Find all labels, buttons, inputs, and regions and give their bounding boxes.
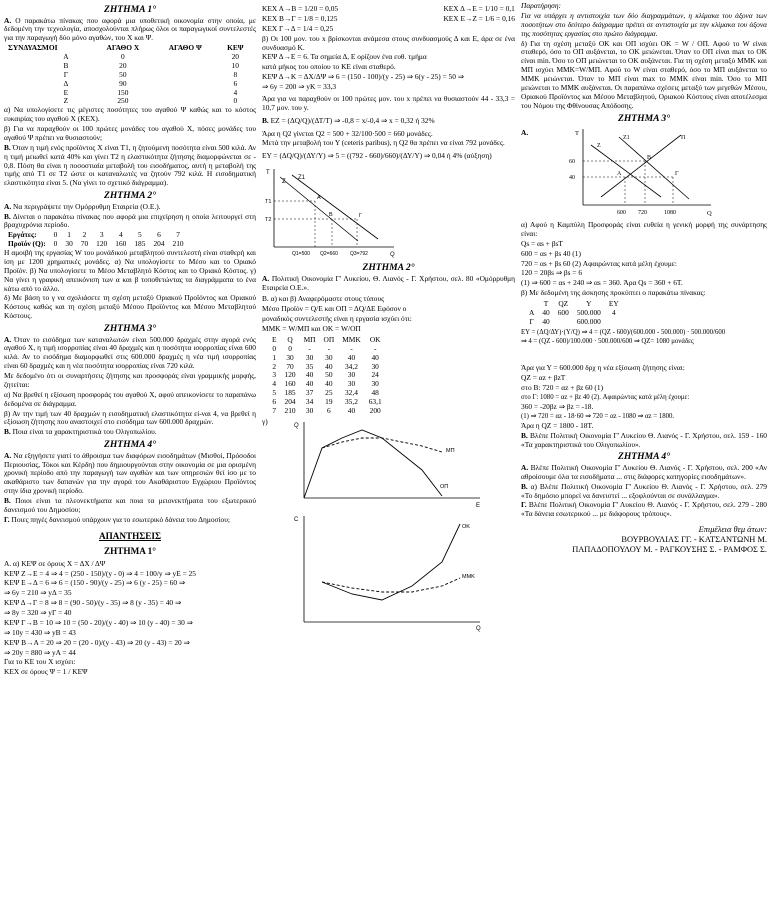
label-z: Ζ xyxy=(597,143,601,149)
table-row: Β 20 10 xyxy=(63,60,239,70)
z2-A: Α. Να περιγράψετε την Ομόρρυθμη Εταιρεία (Ο.Ε.). xyxy=(4,201,161,211)
z3-answer-B: Β. Βλέπε Πολιτική Οικονομία Γ' Λυκείου Θ. Λιανός - Γ. Χρήστου, σελ. 159 - 160 «Τα χαρακτηριστικά του Ολιγοπωλίου». xyxy=(521,430,767,449)
answers-z1-title: ΖΗΤΗΜΑ 1° xyxy=(104,545,156,556)
table-row: 6 204 34 19 35,2 63,1 xyxy=(272,397,382,406)
answer-line: ΚΕΨ Δ→Γ = 8 ⇒ 8 = (90 - 50)/(y - 35) ⇒ 8 (y - 35) = 40 ⇒ xyxy=(4,598,182,608)
b-text4: Άρα για να παραχθούν οι 100 πρώτες μον. του x πρέπει να θυσιαστούν 44 - 33,3 = 10,7 μον. του y. xyxy=(262,93,515,112)
demand-curve-z xyxy=(280,177,358,241)
table-row: 3 120 40 50 30 24 xyxy=(272,370,379,380)
label-1080: 1080 xyxy=(664,210,676,216)
a-line: 720 = αs + βs 60 (2) Αφαιρώντας κατά μέλη έχουμε: xyxy=(521,258,677,268)
z1-A-text: Α. Ο παρακάτω πίνακας που αφορά μια υποθετική οικονομία στην οποία, με δεδομένη την τεχνολογία, αποσχολούνται πλήρως όλοι οι παραγωγικοί συντελεστές για την παραγωγή δύο μόνο αγαθών, του Χ και Ψ. xyxy=(4,15,256,43)
z2-text1: Η αμοιβή της εργασίας W του μονάδικού μεταβλητού συντελεστή είναι σταθερή και ίση με 1200 χρηματικές μονάδες. α) Να υπολογίσετε το Μέσο και το Οριακό Προϊόν. β) Να υπολογίσετε το Μέσο Μεταβλητό Κόστος και το Οριακό Κόστος. γ) Να γίνει η γραφική απεικόνιση των α και β τοποθετώντας τα διαγράμματα το ένα κάτω από το άλλο. xyxy=(4,248,256,293)
z4-C: Γ. Ποιες πηγές δανεισμού υπάρχουν για το εσωτερικό δάνεια του Δημοσίου; xyxy=(4,514,230,524)
z2-title: ΖΗΤΗΜΑ 2° xyxy=(103,190,157,202)
table-row: 0 0 - - - - xyxy=(272,343,377,353)
label-z1: Ζ1 xyxy=(623,135,630,141)
label-720: 720 xyxy=(638,210,647,216)
b-text2: ΚΕΨ Δ→Ε = 6. Τα σημεία Δ, Ε ορίζουν ένα ευθ. τμήμα xyxy=(262,52,427,62)
point-b: Β xyxy=(647,155,652,161)
z4-answer-C: Γ. Βλέπε Πολιτική Οικονομία Γ' Λυκείου Θ. Λιανός - Γ. Χρήστου, σελ. 279 - 280 «Τα δάνεια εσωτερικού ... με διάφορους τρόπους». xyxy=(521,500,767,519)
answer-line: ⇒ 10y = 430 ⇒ yB = 43 xyxy=(4,627,76,637)
a-line: 600 = αs + βs 40 (1) xyxy=(521,248,581,258)
z2-B: Β. Δίνεται ο παρακάτω πίνακας που αφορά μια επιχείρηση η οποία λειτουργεί στη βραχυχρόνια περίοδο. xyxy=(4,211,256,230)
axis-label-q: Q xyxy=(294,422,299,429)
income-table: Τ QZ Υ ΕΥ Α 40 600 500.000 4 Γ 40 600.000 xyxy=(525,300,623,327)
b-text: β) Με δεδομένη της άσκησης προκύπτει ο παρακάτω πίνακας: xyxy=(521,288,706,298)
label-mmk: ΜΜΚ xyxy=(462,573,475,580)
table-row: 1 30 30 30 40 40 xyxy=(272,352,379,362)
B-eq2: ΕΥ = (ΔQ/Q)/(ΔΥ/Υ) ⇒ 5 = ((792 - 660)/660)/(ΔΥ/Υ) ⇒ 0,04 ή 4% (αύξηση) xyxy=(262,151,492,161)
answer-line: Α. α) ΚΕΨ σε όρους Χ = ΔΧ / ΔΨ xyxy=(4,558,106,568)
ey-line: ⇒ 4 = (QZ - 600)/100.000 · 500.000/600 ⇒ QZ= 1080 μονάδες xyxy=(521,337,694,345)
curve-label-z1: Ζ1 xyxy=(298,175,306,182)
c-line: στο Γ: 1080 = αz + βz 40 (2). Αφαιρώντας κατά μέλη έχουμε: xyxy=(521,393,690,401)
label-op: ΟΠ xyxy=(440,483,449,490)
demand-z1 xyxy=(619,137,689,199)
table-row: Α 0 20 xyxy=(63,52,239,61)
z2-answer-B: Β. α) και β) Αναφερόμαστε στους τύπους xyxy=(262,294,385,304)
a-text: α) Αφού η Καμπύλη Προσφοράς είναι ευθεία η γενική μορφή της συνάρτησης είναι: xyxy=(521,220,767,238)
table-row: Γ 50 8 xyxy=(63,69,238,79)
b-text: β) Οι 100 μον. του x βρίσκονται ανάμεσα στους συνδυασμούς Δ και Ε, άρα σε ένα συνδυασμό Κ. xyxy=(262,33,515,52)
a-line: (1) ⇒ 600 = αs + 240 ⇒ αs = 360. Άρα Qs = 360 + 6Τ. xyxy=(521,278,683,288)
c-line: στο Β: 720 = αz + βz 60 (1) xyxy=(521,382,604,392)
table-row: Δ 90 6 xyxy=(63,78,238,88)
z2-formula2: ΜΜΚ = W/ΜΠ και ΟΚ = W/ΟΠ xyxy=(262,324,361,333)
workers-table: Εργάτες: 0 1 2 3 4 5 6 7 Προϊόν (Q): 0 30 70 120 160 185 204 210 xyxy=(8,230,184,249)
B-text2: Μετά την μεταβολή του Υ (ceteris paribus), η Q2 θα πρέπει να είναι 792 μονάδες. xyxy=(262,138,505,148)
answers-title: ΑΠΑΝΤΗΣΕΙΣ xyxy=(98,530,162,541)
axis-label-q: Q xyxy=(707,210,712,217)
demand-z xyxy=(591,145,661,197)
axis-label-q2: Q xyxy=(476,625,481,632)
supply-demand-figure xyxy=(561,125,721,221)
table-row: 4 160 40 40 30 30 xyxy=(272,379,379,389)
z2-answer-title: ΖΗΤΗΜΑ 2° xyxy=(362,262,415,274)
c-line: 360 = -20βz ⇒ βz = -18. xyxy=(521,401,594,411)
answer-line: ΚΕΨ Β→Α = 20 ⇒ 20 = (20 - 0)/(y - 43) ⇒ 20 (y - 43) = 20 ⇒ xyxy=(4,637,190,647)
op-curve xyxy=(304,430,442,498)
B-eq1: Β. ΕΖ = (ΔQ/Q)/(ΔΤ/Τ) ⇒ -0,8 = x/-0,4 ⇒ x = 0,32 ή 32% xyxy=(262,115,435,125)
c-line: QZ = αz + βzT xyxy=(521,372,566,382)
z3-a: α) Να βρεθεί η εξίσωση προσφοράς του αγαθού Χ, αφού απεικονίσετε το παραπάνω δεδομένα σε διάγραμμα. xyxy=(4,389,256,408)
column-1 xyxy=(4,2,256,912)
z2-text2: δ) Με βάση το γ να σχολιάσετε τη σχέση μεταξύ Οριακού Προϊόντος και Οριακού Κόστους καθώς και τη σχέση μεταξύ Μέσου Προϊόντος και Μέσου Μεταβλητού Κόστους. xyxy=(4,293,256,321)
ke-line: ΚΕΧ Α→Β = 1/20 = 0,05 xyxy=(262,4,339,13)
note-text: Για να υπάρχει η αντιστοιχία των δύο διαγραμμάτων, η κλίμακα του άξονα των ποσοτήτων στο δεύτερο διάγραμμα πρέπει σε αντιστοιχία με την κλίμακα του άξονα της ποσότητας εργασίας στο πρώτο διάγραμμα. xyxy=(521,10,767,38)
answer-line: ΚΕΨ Ε→Δ = 6 ⇒ 6 = (150 - 90)/(y - 25) ⇒ 6 (y - 25) = 60 ⇒ xyxy=(4,578,186,588)
gamma-label: γ) xyxy=(262,416,268,426)
axis-label-t: Τ xyxy=(575,130,579,137)
z4-B: Β. Ποιοι είναι τα πλεονεκτήματα και ποια τα μειονεκτήματα του εξωτερικού δανεισμού του Δημοσίου; xyxy=(4,496,256,514)
column-3 xyxy=(521,2,767,912)
point-g: Γ xyxy=(359,213,363,220)
mp-curve xyxy=(322,438,442,452)
answer-line: ΚΕΨ Γ→Β = 10 ⇒ 10 = (50 - 20)/(y - 40) ⇒ 10 (y - 40) = 30 ⇒ xyxy=(4,617,193,627)
label-mp: ΜΠ xyxy=(446,447,455,454)
figures-gamma xyxy=(262,418,515,632)
answer-line: ⇒ 8y = 320 ⇒ yΓ = 40 xyxy=(4,608,72,618)
note-title: Παρατήρηση: xyxy=(521,2,561,10)
z4-answer-title: ΖΗΤΗΜΑ 4° xyxy=(617,451,671,463)
z2-answer-A: Α. Πολιτική Οικονομία Γ' Λυκείου, Θ. Λιανός - Γ. Χρήστου, σελ. 80 «Ομόρρυθμη Εταιρεία Ο.Ε.». xyxy=(262,273,515,292)
z2-answer-text: μοναδικός συντελεστής είναι η εργασία ισχύει ότι: xyxy=(262,314,412,324)
A-label: Α. xyxy=(521,128,529,137)
ke-line: ΚΕΧ Δ→Ε = 1/10 = 0,1 xyxy=(443,4,515,13)
credit-line-1: ΒΟΥΡΒΟΥΛΙΑΣ ΓΓ. - ΚΑΤΣΑΝΤΩΝΗ Μ. xyxy=(621,535,767,545)
z3-A2: Με δεδομένο ότι οι συναρτήσεις ζήτησης και προσφοράς είναι γραμμικής μορφής, ζητείται: xyxy=(4,371,256,389)
credit-line-2: ΠΑΠΑΔΟΠΟΥΛΟΥ Μ. - ΡΑΓΚΟΥΣΗΣ Σ. - ΡΑΜΦΟΣ Σ. xyxy=(572,545,767,555)
demand-shift-figure xyxy=(262,165,402,260)
table-row: 2 70 35 40 34,2 30 xyxy=(272,361,379,371)
ke-line: ΚΕΧ Γ→Δ = 1/4 = 0,25 xyxy=(262,23,334,33)
axis-label-e: E xyxy=(476,502,481,509)
column-2 xyxy=(262,2,515,912)
c-line: (1) ⇒ 720 = αz - 18·60 ⇒ 720 = αz - 1080 ⇒ αz = 1800. xyxy=(521,412,675,420)
z3-title: ΖΗΤΗΜΑ 3° xyxy=(103,323,157,334)
table-row: Γ 40 600.000 xyxy=(529,316,601,326)
answer-line: ⇒ 6y = 210 ⇒ yΔ = 35 xyxy=(4,588,72,598)
ok-curve xyxy=(322,524,460,600)
b-eq1: ΚΕΨ Δ→Κ = ΔΧ/ΔΨ ⇒ 6 = (150 - 100)/(y - 25) ⇒ 6(y - 25) = 50 ⇒ xyxy=(262,72,464,82)
label-40: 40 xyxy=(569,175,575,181)
z1-a: α) Να υπολογίσετε τις μέγιστες ποσότητες του αγαθού Ψ καθώς και το κόστος ευκαιρίας του αγαθού Χ (ΚΕΧ). xyxy=(4,105,256,124)
answer-line: ΚΕΨ Ζ→Ε = 4 ⇒ 4 = (250 - 150)/(y - 0) ⇒ 4 = 100/y ⇒ yE = 25 xyxy=(4,568,196,578)
c-text: Άρα για Υ = 600.000 δρχ η νέα εξίσωση ζήτησης είναι: xyxy=(521,362,685,372)
label-t2: Τ2 xyxy=(265,217,272,224)
label-ok: ΟΚ xyxy=(462,523,470,530)
d-text: δ) Για τη σχέση μεταξύ ΟΚ και ΟΠ ισχύει ΟΚ = W / ΟΠ. Αφού το W είναι σταθερό, όσο το ΟΠ αυξάνεται, το ΟΚ μειώνεται. Όταν το ΟΠ είναι max το ΟΚ είναι min. Όσο το ΟΠ μειώνεται το ΟΚ αυξάνεται. Για τη σχέση μεταξύ ΜΜΚ και ΜΠ ισχύει ΜΜΚ=W/ΜΠ. Αφού το W είναι σταθερό, όσο το ΜΠ αυξάνεται το ΜΜΚ μειώνεται. Όταν το ΜΠ είναι max το ΜΜΚ είναι min. Όσο το ΜΠ μειώνεται το ΜΜΚ αυξάνεται. Οι παραπάνω σχέσεις μεταξύ των μεγεθών Μέσου, Οριακού Προϊόντος και Μέσου Μεταβλητού, Οριακού Κόστους είναι αποτέλεσμα του Νόμου της Φθίνουσας Απόδοσης. xyxy=(521,38,767,110)
c-line: Άρα η QZ = 1800 - 18Τ. xyxy=(521,420,594,430)
point-g: Γ xyxy=(675,171,679,177)
demand-curve-z1 xyxy=(292,175,378,239)
axis-label-t: Τ xyxy=(266,170,270,177)
b-text3: κατά μήκος του οποίου το ΚΕ είναι σταθερό. xyxy=(262,62,396,72)
z3-A: Α. Όταν το εισόδημα των καταναλωτών είναι 500.000 δραχμές στην αγορά ενός αγαθού Χ, η τιμή ισορροπίας είναι 40 δραχμές και η ποσότητα ισορροπίας είναι 600 κιλά. Αν το εισόδημα διαμορφωθεί στις 600.000 δραχμές η νέα τιμή ισορροπίας είναι 60 δραχμές και η νέα ποσότητα ισορροπίας είναι 720 κιλά. xyxy=(4,334,256,371)
z4-answer-A: Α. Βλέπε Πολιτική Οικονομία Γ' Λυκείου Θ. Λιανός - Γ. Χρήστου, σελ. 200 «Αν αθροίσουμε όλα τα εισοδήματα ... στις διάφορες κατηγορίες εισοδημάτων». xyxy=(521,462,767,481)
point-b: Β xyxy=(329,212,333,219)
label-60: 60 xyxy=(569,159,575,165)
cost-table: Ε Q ΜΠ ΟΠ ΜΜΚ ΟΚ 0 0 - - - - 1 30 30 30 40 40 2 70 35 40 34,2 30 3 120 40 50 30 24 4 160 40 40 30 30 5 185 37 25 32,4 48 6 204 34 19 35,2 63,1 7 210 30 6 40 200 xyxy=(268,336,386,416)
credit-title: Επιμέλεια θεμ άτων: xyxy=(698,525,767,535)
cost-figure xyxy=(290,512,490,632)
label-q2: Q2=660 xyxy=(320,251,338,258)
answer-line: Για το ΚΕ του Χ ισχύει: xyxy=(4,657,76,667)
ke-line: ΚΕΧ Ε→Ζ = 1/6 = 0,16 xyxy=(443,13,515,23)
b-eq2: ⇒ 6y = 200 ⇒ yK = 33,3 xyxy=(262,82,337,91)
z3-answer-title: ΖΗΤΗΜΑ 3° xyxy=(617,112,671,124)
label-p: Π xyxy=(681,135,686,141)
curve-label-z: Ζ xyxy=(282,179,286,186)
credits xyxy=(521,525,767,555)
z1-b: β) Για να παραχθούν οι 100 πρώτες μονάδες του αγαθού Χ, πόσες μονάδες του αγαθού Ψ πρέπει να θυσιαστούν; xyxy=(4,124,256,142)
ey-line: ΕΥ = (ΔQ/ΔΥ)·(Υ/Q) ⇒ 4 = (QZ - 600)/(600.000 - 500.000) · 500.000/600 xyxy=(521,328,726,336)
z1-B: Β. Όταν η τιμή ενός προϊόντος Χ είναι Τ1, η ζητούμενη ποσότητα είναι 500 κιλά. Αν η τιμή μειωθεί κατά 40% και γίνει Τ2 η ελαστικότητα ζήτησης διαμορφώνεται σε - 0,8. Πόση θα είναι η ποσοστιαία μεταβολή του εισοδήματος, αυτή η μεταβολή της τιμής από Τ1 σε Τ2 ώστε οι καταναλωτές να ζητούν 792 κιλά. Η εισοδηματική ελαστικότητα είναι 5. (Να γίνει το σχετικό διάγραμμα). xyxy=(4,142,256,188)
axis-label-c-text: C xyxy=(294,516,299,523)
table-row: Α 40 600 500.000 4 xyxy=(529,307,616,317)
answer-line: ΚΕΧ σε όρους Ψ = 1 / ΚΕΨ xyxy=(4,667,88,677)
a-line: 120 = 20βs ⇒ βs = 6 xyxy=(521,268,583,278)
ke-line: ΚΕΧ Β→Γ = 1/8 = 0,125 xyxy=(262,13,338,23)
z4-title: ΖΗΤΗΜΑ 4° xyxy=(103,439,157,451)
table-row: Ε 150 4 xyxy=(63,87,238,97)
a-line: Qs = αs + βsT xyxy=(521,238,563,248)
B-text1: Άρα η Q2 γίνεται Q2 = 500 + 32/100·500 = 660 μονάδες. xyxy=(262,128,433,138)
point-a: Α xyxy=(317,195,321,202)
point-a: Α xyxy=(617,171,622,177)
ppf-table: ΣΥΝΔΥΑΣΜΟΙ ΑΓΑΘΟ Χ ΑΓΑΘΟ Ψ ΚΕΨ Α 0 20 Β 20 10 Γ 50 8 Δ 90 6 Ε 150 4 Ζ 250 0 xyxy=(4,44,254,106)
table-row: 5 185 37 25 32,4 48 xyxy=(272,388,379,398)
label-600: 600 xyxy=(617,210,626,216)
table-row: Ζ 250 0 xyxy=(63,96,238,106)
label-q3: Q3=792 xyxy=(350,251,368,258)
z1-title: ΖΗΤΗΜΑ 1° xyxy=(103,4,157,15)
z3-b: β) Αν την τιμή των 40 δραχμών η εισοδηματική ελαστικότητα εί-ναι 4, να βρεθεί η εξίσωση ζήτησης που αναστοιχεί στο εισόδημα των 600.000 δραχμών. xyxy=(4,408,256,427)
supply-p xyxy=(601,135,681,197)
product-figure xyxy=(290,418,490,510)
answer-line: ⇒ 20y = 880 ⇒ yA = 44 xyxy=(4,647,76,657)
label-t1: Τ1 xyxy=(265,199,272,206)
z4-answer-B: Β. α) Βλέπε Πολιτική Οικονομία Γ' Λυκείου Θ. Λιανός - Γ. Χρήστου, σελ. 279 «Το δημόσιο μπορεί να δανειστεί ... εξοφλούνται σε συνάλλαγμα». xyxy=(521,481,767,500)
z4-A: Α. Να εξηγήσετε γιατί το άθροισμα των διαφόρων εισοδημάτων (Μισθοί, Πρόσοδοι Περιουσίας, Τόκοι και Κέρδη) που δημιουργούνται στην οικονομία σε μια ορισμένη χρονική περίοδο από την παραγωγή των αγαθών και των υπηρεσιών θεί ίσο με το ακαθάριστο των δαπανών για την αγορά του Ακαθάριστου Εγχώριου Προϊόντος στην ίδια χρονική περίοδο. xyxy=(4,450,256,496)
table-row: 7 210 30 6 40 200 xyxy=(272,405,381,415)
z3-B: Β. Ποια είναι τα χαρακτηριστικά του Ολιγοπωλίου. xyxy=(4,427,157,437)
axis-label-q: Q xyxy=(390,252,395,259)
z2-formula: Μέσο Προϊόν = Q/E και ΟΠ = ΔQ/ΔΕ Εφόσον ο xyxy=(262,304,407,314)
label-q1: Q1=500 xyxy=(292,251,310,258)
supply-demand-block xyxy=(521,125,767,221)
